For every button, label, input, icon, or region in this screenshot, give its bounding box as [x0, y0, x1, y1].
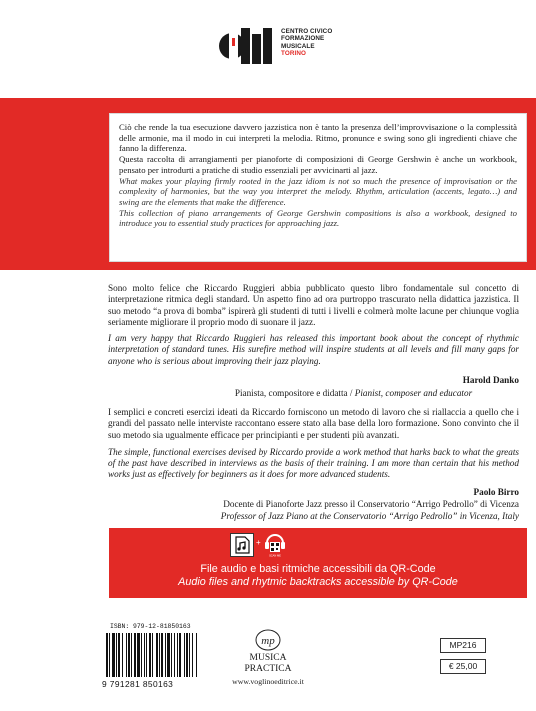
barcode-bar — [156, 633, 158, 677]
quote-box — [109, 113, 527, 262]
testimonial-birro-role-it: Docente di Pianoforte Jazz presso il Conservatorio “Arrigo Pedrollo” di Vicenza — [223, 499, 519, 510]
publisher-logo-icon — [254, 628, 282, 652]
barcode-bar — [159, 633, 160, 677]
audio-line-it: File audio e basi ritmiche accessibili da QR-Code — [200, 563, 436, 575]
testimonial-birro-name: Paolo Birro — [473, 486, 519, 497]
quote-en-paragraph-1: What makes your playing firmly rooted in the jazz idiom is not so much the presence of improvisation or the complexity of harmonies, but the way you interpret the melody. Rhythm, articulation (accents, legato…) and swing are the elements that make the difference. — [119, 175, 517, 207]
publisher-name-line2: PRACTICA — [244, 664, 292, 674]
role-it: Pianista, compositore e didatta / — [234, 388, 355, 399]
plus-icon: + — [256, 538, 261, 547]
product-code: MP216 — [440, 638, 486, 653]
testimonial-birro — [108, 407, 519, 523]
audio-badge — [230, 533, 302, 557]
barcode-bar — [126, 633, 127, 677]
barcode-bar — [171, 633, 172, 677]
logo-line-2: FORMAZIONE — [281, 35, 325, 43]
barcode-bar — [177, 633, 178, 677]
barcode-bar — [167, 633, 170, 677]
audio-line-en: Audio files and rhytmic backtracks accessible by QR-Code — [178, 576, 458, 588]
music-file-icon — [230, 533, 254, 557]
product-price: € 25,00 — [440, 659, 486, 674]
quote-it-paragraph-1: Ciò che rende la tua esecuzione davvero jazzistica non è tanto la presenza dell’improvvisazione o la complessità delle armonie, ma il modo in cui interpreti la melodia. Ritmo, pronunce e swing sono gli ingredienti chiave che fanno la differenza. — [119, 122, 517, 154]
barcode-bar — [179, 633, 181, 677]
isbn-label: ISBN: 979-12-81850163 — [110, 623, 191, 630]
barcode-digits: 9 791281 850163 — [102, 679, 174, 689]
publisher-monogram: mp — [261, 635, 275, 647]
testimonial-danko-it: Sono molto felice che Riccardo Ruggieri abbia pubblicato questo libro fondamentale sul concetto di interpretazione ritmica degli standard. Un aspetto fino ad ora purtroppo trascurato nella didattica jazzistica. Il suo metodo “a prova di bomba” ispirerà gli studenti di tutti i livelli e colmerà molte lacune per chiunque voglia seriamente migliorare il proprio modo di suonare il jazz. — [108, 283, 519, 327]
barcode-bar — [189, 633, 190, 677]
qr-caption: SCAN ME — [269, 554, 281, 557]
barcode-bar — [174, 633, 175, 677]
role-en: Pianist, composer and educator — [354, 388, 473, 399]
barcode-bar — [196, 633, 197, 677]
barcode-bar — [134, 633, 136, 677]
testimonial-danko — [108, 283, 519, 400]
barcode-bar — [112, 633, 115, 677]
barcode-bar — [152, 633, 153, 677]
barcode-bar — [186, 633, 188, 677]
barcode-bar — [118, 633, 120, 677]
barcode-bar — [109, 633, 110, 677]
barcode-bar — [141, 633, 142, 677]
testimonial-danko-en: I am very happy that Riccardo Ruggieri has released this important book about the concept of rhythmic interpretation of standard tunes. His surefire method will inspire students at all levels and fill many gaps for anyone who is serious about improving their jazz playing. — [108, 333, 519, 366]
logo-line-1: CENTRO CIVICO — [281, 28, 333, 35]
barcode-bar — [144, 633, 145, 677]
barcode-bar — [146, 633, 147, 677]
quote-it-paragraph-2: Questa raccolta di arrangiamenti per pianoforte di composizioni di George Gershwin è anche un workbook, pensato per introdurti a pratiche di studio essenziali per avvicinarti al jazz. — [119, 154, 517, 175]
logo-line-3: MUSICALE — [281, 42, 315, 50]
logo-mark-icon — [219, 24, 275, 68]
barcode-bar — [149, 633, 151, 677]
testimonial-birro-it: I semplici e concreti esercizi ideati da Riccardo forniscono un metodo di lavoro che si riallaccia a quello che i grandi del passato nelle interviste raccontano essere stato alla base della loro formazione. Sono convinto che il suo metodo sia ugualmente efficace per principianti e per studenti più avanzati. — [108, 407, 519, 440]
publisher-url[interactable]: www.voglinoeditrice.it — [232, 677, 304, 686]
testimonial-birro-en: The simple, functional exercises devised by Riccardo provide a work method that harks back to what the greats of the past have described in interviews as the basis of their training. I am more than certain that his method works just as effectively for beginners as it does for more advanced students. — [108, 446, 519, 480]
barcode-bars — [106, 633, 226, 677]
barcode-bar — [192, 633, 193, 677]
barcode-bar — [116, 633, 117, 677]
testimonial-birro-role-en: Professor of Jazz Piano at the Conservatorio “Arrigo Pedrollo” in Vicenza, Italy — [220, 511, 519, 522]
qr-code-icon[interactable] — [263, 533, 287, 557]
testimonial-danko-role — [108, 388, 519, 399]
barcode-bar — [161, 633, 163, 677]
testimonial-danko-name: Harold Danko — [462, 375, 519, 386]
barcode-bar — [184, 633, 185, 677]
barcode-bar — [128, 633, 130, 677]
centro-civico-logo — [219, 24, 369, 70]
publisher-name-line1: MUSICA — [249, 653, 287, 663]
barcode-bar — [131, 633, 132, 677]
barcode-bar — [165, 633, 166, 677]
barcode-bar — [122, 633, 123, 677]
quote-en-paragraph-2: This collection of piano arrangements of George Gershwin compositions is also a workbook, designed to introduce you to essential study practices for approaching jazz. — [119, 207, 517, 229]
logo-city: TORINO — [281, 50, 306, 58]
barcode-bar — [106, 633, 108, 677]
logo-text — [281, 28, 332, 58]
barcode-bar — [137, 633, 140, 677]
